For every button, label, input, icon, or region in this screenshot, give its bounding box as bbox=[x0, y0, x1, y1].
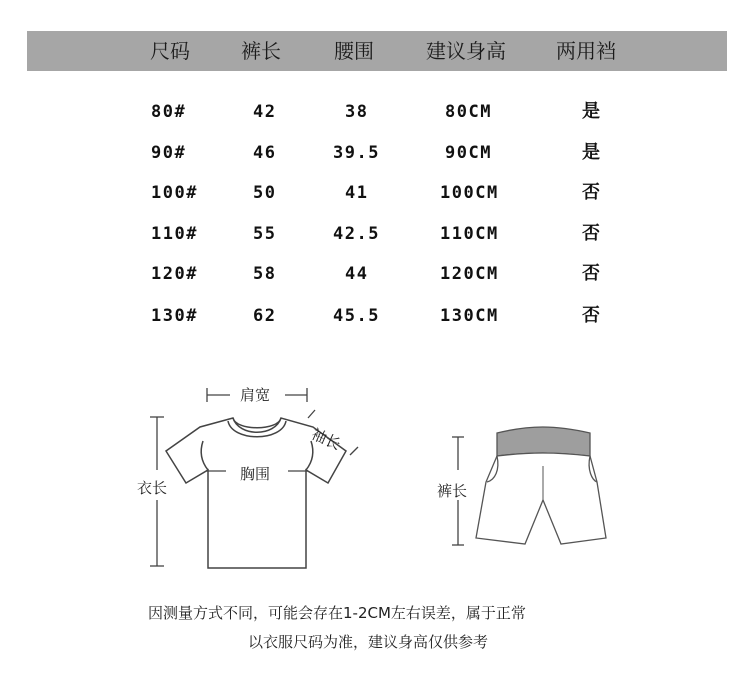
header-suggested-height: 建议身高 bbox=[426, 39, 506, 63]
pants-length-label: 裤长 bbox=[437, 482, 468, 500]
cell-dual-use: 否 bbox=[582, 223, 600, 244]
chest-label: 胸围 bbox=[240, 465, 271, 483]
measurement-note-line2: 以衣服尺码为准，建议身高仅供参考 bbox=[248, 633, 489, 651]
cell-waist: 39.5 bbox=[333, 143, 380, 163]
cell-waist: 42.5 bbox=[333, 224, 380, 244]
cell-size: 110# bbox=[151, 224, 198, 244]
cell-size: 130# bbox=[151, 306, 198, 326]
sleeve-length-label: 袖长 bbox=[308, 425, 344, 454]
header-pants-length: 裤长 bbox=[241, 39, 281, 63]
cell-dual-use: 否 bbox=[582, 305, 600, 326]
shoulder-width-label: 肩宽 bbox=[240, 386, 271, 404]
cell-pants-length: 55 bbox=[253, 224, 277, 244]
cell-height: 130CM bbox=[440, 306, 499, 326]
header-waist: 腰围 bbox=[334, 39, 374, 63]
cell-waist: 38 bbox=[345, 102, 369, 122]
cell-dual-use: 否 bbox=[582, 263, 600, 284]
cell-size: 90# bbox=[151, 143, 187, 163]
cell-height: 100CM bbox=[440, 183, 499, 203]
header-dual-use-crotch: 两用裆 bbox=[556, 39, 616, 63]
cell-pants-length: 50 bbox=[253, 183, 277, 203]
cell-pants-length: 46 bbox=[253, 143, 277, 163]
shorts-outline bbox=[476, 427, 606, 544]
cell-waist: 45.5 bbox=[333, 306, 380, 326]
measurement-note-line1: 因测量方式不同，可能会存在1-2CM左右误差，属于正常 bbox=[148, 604, 526, 622]
cell-dual-use: 否 bbox=[582, 182, 600, 203]
cell-pants-length: 58 bbox=[253, 264, 277, 284]
garment-length-label: 衣长 bbox=[137, 479, 168, 497]
cell-waist: 41 bbox=[345, 183, 369, 203]
cell-size: 120# bbox=[151, 264, 198, 284]
cell-height: 110CM bbox=[440, 224, 499, 244]
cell-size: 100# bbox=[151, 183, 198, 203]
cell-dual-use: 是 bbox=[582, 101, 600, 122]
cell-dual-use: 是 bbox=[582, 142, 600, 163]
cell-height: 120CM bbox=[440, 264, 499, 284]
header-size: 尺码 bbox=[150, 39, 190, 63]
cell-size: 80# bbox=[151, 102, 187, 122]
cell-height: 80CM bbox=[445, 102, 492, 122]
cell-pants-length: 62 bbox=[253, 306, 277, 326]
cell-height: 90CM bbox=[445, 143, 492, 163]
cell-pants-length: 42 bbox=[253, 102, 277, 122]
cell-waist: 44 bbox=[345, 264, 369, 284]
